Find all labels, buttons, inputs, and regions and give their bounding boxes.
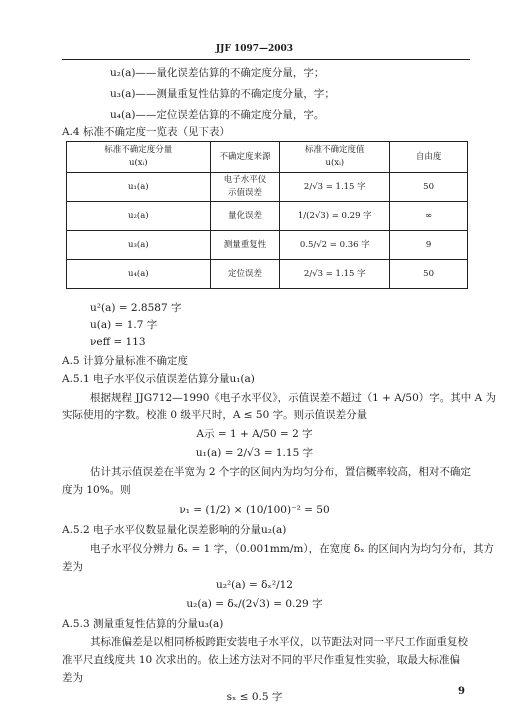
- cell-dof: 9: [390, 231, 468, 260]
- table-row: [67, 202, 468, 231]
- equation-u2-squared: u₂²(a) = δₓ²/12: [216, 579, 293, 591]
- cell-value: 2/√3 = 1.15 字: [280, 260, 390, 289]
- uncertainty-table: [66, 141, 468, 289]
- equation-nu1: ν₁ = (1/2) × (10/100)⁻² = 50: [179, 504, 330, 516]
- equation-u2: u₂(a) = δₓ/(2√3) = 0.29 字: [186, 598, 323, 610]
- cell-dof: 50: [390, 173, 468, 202]
- header-source: 不确定度来源: [210, 142, 280, 173]
- header-dof: 自由度: [390, 142, 468, 173]
- paragraph-a51-line2: 实际使用的字数。校准 0 级平尺时，A ≤ 50 字。则示值误差分量: [62, 409, 368, 421]
- cell-dof: ∞: [390, 202, 468, 231]
- running-header: JJF 1097—2003: [215, 44, 294, 54]
- definition-u4: u₄(a)——定位误差估算的不确定度分量，字。: [110, 109, 325, 121]
- paragraph-a52-line1: 电子水平仪分辨力 δₓ = 1 字，（0.001mm/m），在宽度 δₓ 的区间内为均匀分布，其方: [90, 543, 495, 555]
- equation-u1: u₁(a) = 2/√3 = 1.15 字: [195, 447, 314, 459]
- table-row: [67, 260, 468, 289]
- equation-a-indication: A示 = 1 + A/50 = 2 字: [196, 428, 313, 440]
- cell-value: 2/√3 = 1.15 字: [280, 173, 390, 202]
- cell-component: u₃(a): [67, 231, 211, 260]
- header-rule: [62, 59, 470, 60]
- section-a51-title: A.5.1 电子水平仪示值误差估算分量u₁(a): [62, 373, 255, 385]
- cell-component: u₂(a): [67, 202, 211, 231]
- result-variance: u²(a) = 2.8587 字: [90, 302, 182, 314]
- paragraph-a51-line1: 根据规程 JJG712—1990《电子水平仪》，示值误差不超过（1 + A/50）字。其中 A 为: [90, 392, 497, 404]
- header-component: 标准不确定度分量 u(xᵢ): [67, 142, 211, 173]
- cell-component: u₄(a): [67, 260, 211, 289]
- cell-value: 0.5/√2 = 0.36 字: [280, 231, 390, 260]
- table-row: [67, 173, 468, 202]
- paragraph-a51-line3: 估计其示值误差在半宽为 2 个字的区间内为均匀分布，置信概率较高，相对不确定: [90, 466, 471, 478]
- paragraph-a53-line3: 差为: [62, 672, 83, 684]
- section-a5-title: A.5 计算分量标准不确定度: [62, 355, 188, 367]
- cell-source: 量化误差: [210, 202, 280, 231]
- cell-dof: 50: [390, 260, 468, 289]
- result-uncertainty: u(a) = 1.7 字: [90, 319, 158, 331]
- page-number: 9: [458, 686, 465, 697]
- section-a53-title: A.5.3 测量重复性估算的分量u₃(a): [62, 618, 224, 630]
- equation-sx: sₓ ≤ 0.5 字: [226, 691, 283, 703]
- cell-source: 电子水平仪 示值误差: [210, 173, 280, 202]
- cell-source: 定位误差: [210, 260, 280, 289]
- header-value: 标准不确定度值 u(xᵢ): [280, 142, 390, 173]
- cell-value: 1/(2√3) = 0.29 字: [280, 202, 390, 231]
- cell-component: u₁(a): [67, 173, 211, 202]
- cell-source: 测量重复性: [210, 231, 280, 260]
- definition-u2: u₂(a)——量化误差估算的不确定度分量，字；: [110, 67, 325, 79]
- paragraph-a53-line2: 准平尺直线度共 10 次求出的。依上述方法对不同的平尺作重复性实验，取最大标准偏: [62, 654, 461, 666]
- paragraph-a52-line2: 差为: [62, 561, 83, 573]
- section-a4-title: A.4 标准不确定度一览表（见下表）: [62, 126, 230, 138]
- paragraph-a51-line4: 度为 10%。则: [62, 484, 131, 496]
- section-a52-title: A.5.2 电子水平仪数显量化误差影响的分量u₂(a): [62, 524, 287, 536]
- result-effective-dof: νeff = 113: [90, 336, 146, 348]
- table-row: [67, 231, 468, 260]
- definition-u3: u₃(a)——测量重复性估算的不确定度分量，字；: [110, 88, 335, 100]
- paragraph-a53-line1: 其标准偏差是以相同桥板跨距安装电子水平仪，以节距法对同一平尺工作面重复校: [90, 636, 468, 648]
- table-header-row: [67, 142, 468, 173]
